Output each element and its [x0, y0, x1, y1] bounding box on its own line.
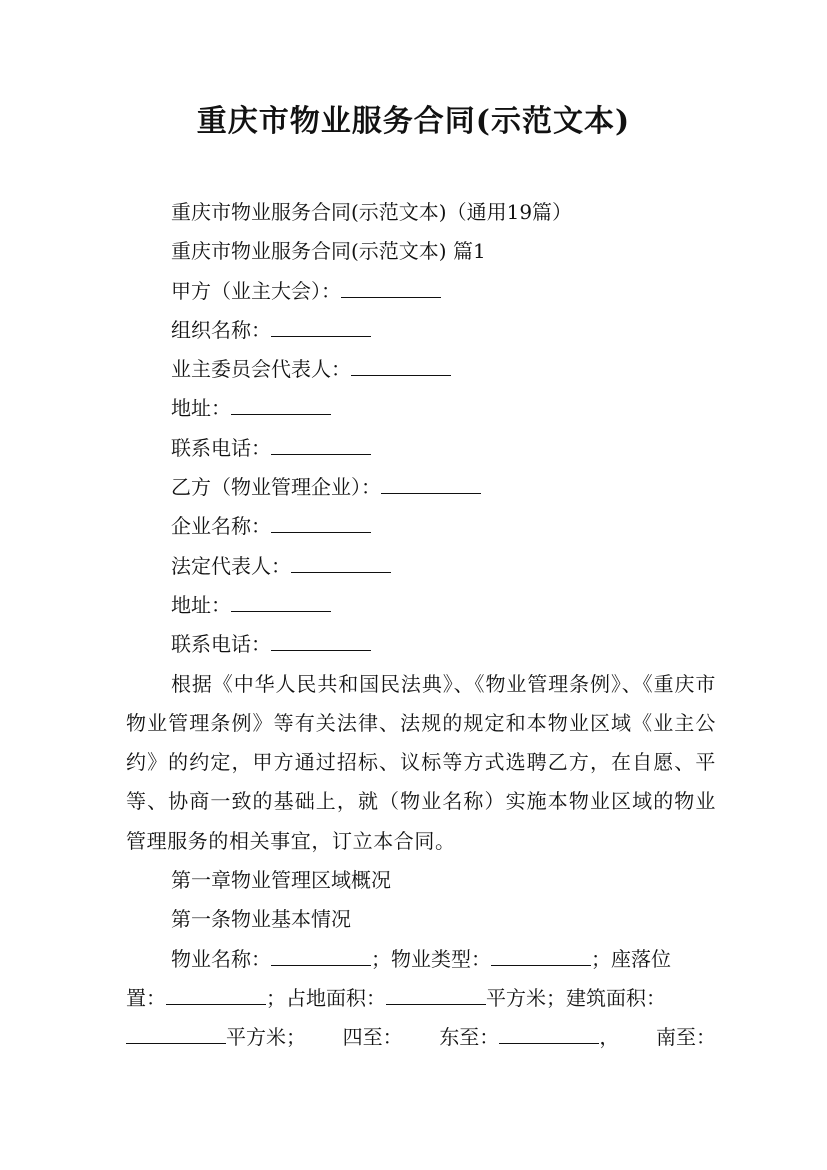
- prop-name-label: 物业名称：: [171, 946, 271, 971]
- address-b-label: 地址：: [171, 592, 231, 617]
- south-label: 南至：: [655, 1025, 716, 1050]
- address-b-line: [126, 586, 716, 625]
- party-b-line: [126, 468, 716, 507]
- party-b-blank: [381, 475, 481, 494]
- document-title: 重庆市物业服务合同(示范文本): [196, 104, 631, 139]
- east-blank: [499, 1025, 599, 1044]
- east-label: 东至：: [439, 1025, 500, 1050]
- location-label-2: 置：: [126, 985, 166, 1010]
- party-a-label: 甲方（业主大会）：: [171, 278, 341, 303]
- legal-rep-blank: [291, 554, 391, 573]
- property-line-1: [126, 940, 716, 979]
- location-blank: [166, 986, 266, 1005]
- property-line-2: [126, 979, 716, 1018]
- document-body: [126, 193, 716, 1058]
- building-area-group: [126, 1018, 306, 1057]
- bounds-label: 四至：: [342, 1025, 403, 1050]
- address-b-blank: [231, 593, 331, 612]
- address-a-blank: [231, 396, 331, 415]
- prop-type-label: ；物业类型：: [371, 946, 491, 971]
- phone-a-line: [126, 429, 716, 468]
- prop-type-blank: [491, 947, 591, 966]
- owner-rep-blank: [351, 357, 451, 376]
- party-a-blank: [341, 279, 441, 298]
- phone-b-label: 联系电话：: [171, 632, 271, 657]
- org-name-label: 组织名称：: [171, 317, 271, 342]
- org-name-blank: [271, 318, 371, 337]
- intro-line: 重庆市物业服务合同(示范文本)（通用19篇）: [171, 200, 573, 224]
- owner-rep-label: 业主委员会代表人：: [171, 357, 351, 382]
- company-name-line: [126, 507, 716, 546]
- legal-rep-label: 法定代表人：: [171, 553, 291, 578]
- location-label: ；座落位: [591, 946, 671, 971]
- land-area-blank: [386, 986, 486, 1005]
- chapter-1-heading: 第一章物业管理区域概况: [171, 868, 391, 893]
- phone-b-line: [126, 625, 716, 664]
- sqm-label-2: 平方米；: [226, 1025, 306, 1050]
- south-sep: ，: [599, 1025, 620, 1050]
- address-a-line: [126, 389, 716, 428]
- phone-a-label: 联系电话：: [171, 435, 271, 460]
- article-1-heading: 第一条物业基本情况: [171, 907, 351, 932]
- org-name-line: [126, 311, 716, 350]
- company-name-label: 企业名称：: [171, 514, 271, 539]
- phone-b-blank: [271, 632, 371, 651]
- section-title: 重庆市物业服务合同(示范文本) 篇1: [171, 239, 486, 264]
- prop-name-blank: [271, 947, 371, 966]
- east-group: [439, 1018, 619, 1057]
- owner-rep-line: [126, 350, 716, 389]
- sqm-label: 平方米；建筑面积：: [486, 985, 666, 1010]
- land-area-label: ；占地面积：: [266, 985, 386, 1010]
- phone-a-blank: [271, 436, 371, 455]
- preamble-paragraph: 根据《中华人民共和国民法典》、《物业管理条例》、《重庆市物业管理条例》等有关法律、法规的规定和本物业区域《业主公约》的约定，甲方通过招标、议标等方式选聘乙方，在自愿、平等、协商一致的基础上，就（物业名称）实施本物业区域的物业管理服务的相关事宜，订立本合同。: [126, 671, 716, 853]
- building-area-blank: [126, 1025, 226, 1044]
- property-line-3: [126, 1018, 716, 1057]
- company-name-blank: [271, 514, 371, 533]
- party-b-label: 乙方（物业管理企业）：: [171, 475, 381, 500]
- party-a-line: [126, 272, 716, 311]
- address-a-label: 地址：: [171, 396, 231, 421]
- legal-rep-line: [126, 547, 716, 586]
